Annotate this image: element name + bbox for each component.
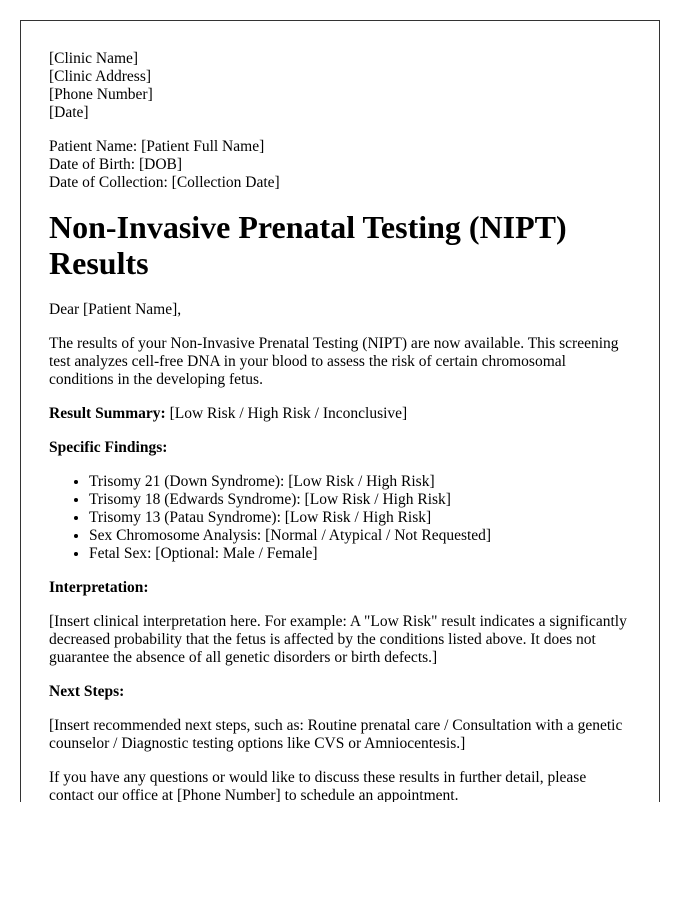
next-steps-heading: [49, 683, 631, 701]
next-steps-label: Next Steps:: [49, 683, 125, 700]
list-item: • Trisomy 18 (Edwards Syndrome): [Low Risk / High Risk]: [89, 491, 631, 509]
list-item: • Trisomy 13 (Patau Syndrome): [Low Risk / High Risk]: [89, 509, 631, 527]
patient-info: [49, 138, 631, 192]
findings-list: [49, 473, 631, 563]
list-item: • Fetal Sex: [Optional: Male / Female]: [89, 545, 631, 563]
interpretation-text: [Insert clinical interpretation here. For example: A "Low Risk" result indicates a significantly decreased probability that the fetus is affected by the conditions listed above. It does not guarantee the absence of all genetic disorders or birth defects.]: [49, 613, 627, 666]
clinic-name: [Clinic Name]: [49, 50, 139, 67]
patient-name: Patient Name: [Patient Full Name]: [49, 138, 265, 155]
patient-dob: Date of Birth: [DOB]: [49, 156, 183, 173]
interpretation-heading: [49, 579, 631, 597]
result-summary-value: [Low Risk / High Risk / Inconclusive]: [165, 405, 408, 422]
closing-paragraph: If you have any questions or would like to discuss these results in further detail, please contact our office at [Phone Number] to schedule an appointment.: [49, 769, 587, 802]
clinic-header: [49, 50, 631, 122]
interpretation-label: Interpretation:: [49, 579, 149, 596]
letter-page: [20, 20, 660, 802]
findings-heading: [49, 439, 631, 457]
next-steps-text: [Insert recommended next steps, such as: Routine prenatal care / Consultation with a genetic counselor / Diagnostic testing options like CVS or Amniocentesis.]: [49, 717, 623, 752]
intro-paragraph: The results of your Non-Invasive Prenatal Testing (NIPT) are now available. This screening test analyzes cell-free DNA in your blood to assess the risk of certain chromosomal conditions in the developing fetus.: [49, 335, 619, 388]
result-summary: [49, 405, 631, 423]
result-summary-label: Result Summary:: [49, 405, 166, 422]
clinic-phone: [Phone Number]: [49, 86, 153, 103]
greeting: Dear [Patient Name],: [49, 301, 182, 318]
list-item: • Sex Chromosome Analysis: [Normal / Atypical / Not Requested]: [89, 527, 631, 545]
collection-date: Date of Collection: [Collection Date]: [49, 174, 280, 191]
list-item: • Trisomy 21 (Down Syndrome): [Low Risk / High Risk]: [89, 473, 631, 491]
clinic-address: [Clinic Address]: [49, 68, 152, 85]
page-title: Non-Invasive Prenatal Testing (NIPT) Results: [49, 209, 567, 281]
letter-date: [Date]: [49, 104, 89, 121]
findings-label: Specific Findings:: [49, 439, 168, 456]
